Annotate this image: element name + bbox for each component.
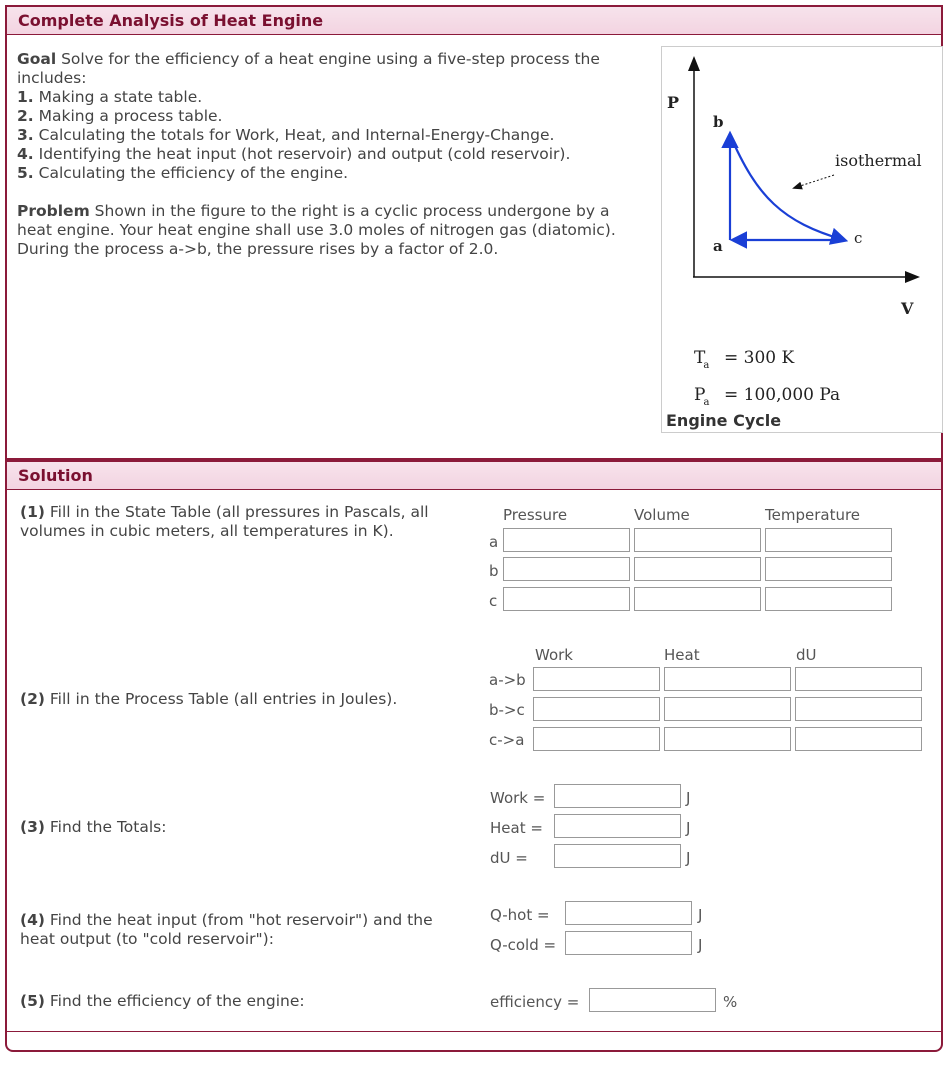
step5-label bbox=[20, 992, 470, 1011]
point-b-label: b bbox=[713, 113, 724, 131]
process-col-du: dU bbox=[796, 646, 817, 664]
panel-title: Complete Analysis of Heat Engine bbox=[7, 7, 941, 35]
process-ab-work-input[interactable] bbox=[533, 667, 660, 691]
process-bc-du-input[interactable] bbox=[795, 697, 922, 721]
state-a-volume-input[interactable] bbox=[634, 528, 761, 552]
total-du-input[interactable] bbox=[554, 844, 681, 868]
point-a-label: a bbox=[713, 237, 723, 255]
state-row-label: c bbox=[489, 592, 498, 610]
process-ab-du-input[interactable] bbox=[795, 667, 922, 691]
process-row-label: b->c bbox=[489, 701, 525, 719]
figure-caption: Engine Cycle bbox=[666, 411, 782, 430]
step-text: Fill in the Process Table (all entries in Joules). bbox=[49, 690, 398, 708]
process-bc-work-input[interactable] bbox=[533, 697, 660, 721]
step-number: (4) bbox=[20, 911, 45, 929]
pa-symbol: Pa bbox=[694, 385, 710, 407]
efficiency-input[interactable] bbox=[589, 988, 716, 1012]
q-hot-unit: J bbox=[698, 906, 703, 924]
problem-statement bbox=[17, 202, 647, 259]
q-hot-input[interactable] bbox=[565, 901, 692, 925]
goal-step-text: Identifying the heat input (hot reservoir) and output (cold reservoir). bbox=[38, 145, 571, 163]
v-axis-label: V bbox=[901, 299, 914, 318]
state-b-pressure-input[interactable] bbox=[503, 557, 630, 581]
state-a-temperature-input[interactable] bbox=[765, 528, 892, 552]
step-number: (2) bbox=[20, 690, 45, 708]
solution-title: Solution bbox=[7, 462, 941, 490]
total-heat-label: Heat = bbox=[490, 819, 543, 837]
step-number: (1) bbox=[20, 503, 45, 521]
point-c-label: c bbox=[854, 229, 863, 247]
state-b-temperature-input[interactable] bbox=[765, 557, 892, 581]
q-cold-unit: J bbox=[698, 936, 703, 954]
problem-label: Problem bbox=[17, 202, 90, 220]
process-ca-du-input[interactable] bbox=[795, 727, 922, 751]
pv-diagram bbox=[662, 47, 942, 407]
total-du-unit: J bbox=[686, 849, 691, 867]
total-work-label: Work = bbox=[490, 789, 546, 807]
efficiency-label: efficiency = bbox=[490, 993, 580, 1011]
goal-step-text: Making a process table. bbox=[38, 107, 223, 125]
problem-panel bbox=[5, 5, 943, 460]
q-hot-label: Q-hot = bbox=[490, 906, 550, 924]
step2-label bbox=[20, 690, 470, 709]
q-cold-label: Q-cold = bbox=[490, 936, 557, 954]
goal-section bbox=[17, 50, 647, 259]
state-b-volume-input[interactable] bbox=[634, 557, 761, 581]
step1-label bbox=[20, 503, 470, 541]
goal-intro: Solve for the efficiency of a heat engine using a five-step process the includes: bbox=[17, 50, 600, 87]
goal-step-num: 2. bbox=[17, 107, 34, 125]
total-work-unit: J bbox=[686, 789, 691, 807]
process-bc-heat-input[interactable] bbox=[664, 697, 791, 721]
process-col-work: Work bbox=[535, 646, 573, 664]
goal-step-text: Making a state table. bbox=[38, 88, 203, 106]
state-col-temperature: Temperature bbox=[765, 506, 861, 524]
process-ca-heat-input[interactable] bbox=[664, 727, 791, 751]
step4-label bbox=[20, 911, 450, 949]
state-c-pressure-input[interactable] bbox=[503, 587, 630, 611]
total-du-label: dU = bbox=[490, 849, 528, 867]
goal-step-text: Calculating the efficiency of the engine. bbox=[38, 164, 349, 182]
step-text: Fill in the State Table (all pressures in Pascals, all volumes in cubic meters, all temperatures in K). bbox=[20, 503, 429, 540]
pa-value: = 100,000 Pa bbox=[724, 385, 841, 405]
goal-label: Goal bbox=[17, 50, 57, 68]
state-c-volume-input[interactable] bbox=[634, 587, 761, 611]
panel-footer bbox=[5, 1030, 943, 1052]
problem-text: Shown in the figure to the right is a cyclic process undergone by a heat engine. Your heat engine shall use bbox=[17, 202, 610, 239]
total-heat-input[interactable] bbox=[554, 814, 681, 838]
goal-step-num: 3. bbox=[17, 126, 34, 144]
q-cold-input[interactable] bbox=[565, 931, 692, 955]
problem-text: . bbox=[493, 240, 499, 258]
step-number: (3) bbox=[20, 818, 45, 836]
total-heat-unit: J bbox=[686, 819, 691, 837]
efficiency-unit: % bbox=[723, 993, 738, 1011]
step-text: Find the Totals: bbox=[49, 818, 167, 836]
isothermal-label: isothermal bbox=[835, 151, 922, 170]
state-row-label: a bbox=[489, 533, 499, 551]
step-number: (5) bbox=[20, 992, 45, 1010]
state-col-pressure: Pressure bbox=[503, 506, 568, 524]
p-axis-label: P bbox=[667, 93, 680, 112]
process-row-label: a->b bbox=[489, 671, 526, 689]
process-ca-work-input[interactable] bbox=[533, 727, 660, 751]
process-ab-heat-input[interactable] bbox=[664, 667, 791, 691]
state-col-volume: Volume bbox=[634, 506, 690, 524]
goal-step-num: 4. bbox=[17, 145, 34, 163]
goal-step-text: Calculating the totals for Work, Heat, and Internal-Energy-Change. bbox=[38, 126, 555, 144]
engine-cycle-figure bbox=[661, 46, 943, 433]
step-text: Find the efficiency of the engine: bbox=[49, 992, 305, 1010]
total-work-input[interactable] bbox=[554, 784, 681, 808]
process-bc-curve bbox=[730, 135, 844, 240]
goal-step-num: 1. bbox=[17, 88, 34, 106]
step-text: Find the heat input (from "hot reservoir") and the heat output (to "cold reservoir"): bbox=[20, 911, 433, 948]
goal-step-num: 5. bbox=[17, 164, 34, 182]
problem-factor: 2.0 bbox=[468, 240, 494, 258]
state-a-pressure-input[interactable] bbox=[503, 528, 630, 552]
problem-text: moles of nitrogen gas (diatomic). During the process a->b, the pressure rises by a factor of bbox=[17, 221, 616, 258]
state-row-label: b bbox=[489, 562, 499, 580]
isothermal-pointer bbox=[794, 175, 834, 188]
state-c-temperature-input[interactable] bbox=[765, 587, 892, 611]
ta-value: = 300 K bbox=[724, 348, 795, 368]
process-col-heat: Heat bbox=[664, 646, 700, 664]
problem-moles: 3.0 bbox=[328, 221, 354, 239]
step3-label bbox=[20, 818, 470, 837]
process-row-label: c->a bbox=[489, 731, 525, 749]
ta-symbol: Ta bbox=[694, 348, 710, 371]
